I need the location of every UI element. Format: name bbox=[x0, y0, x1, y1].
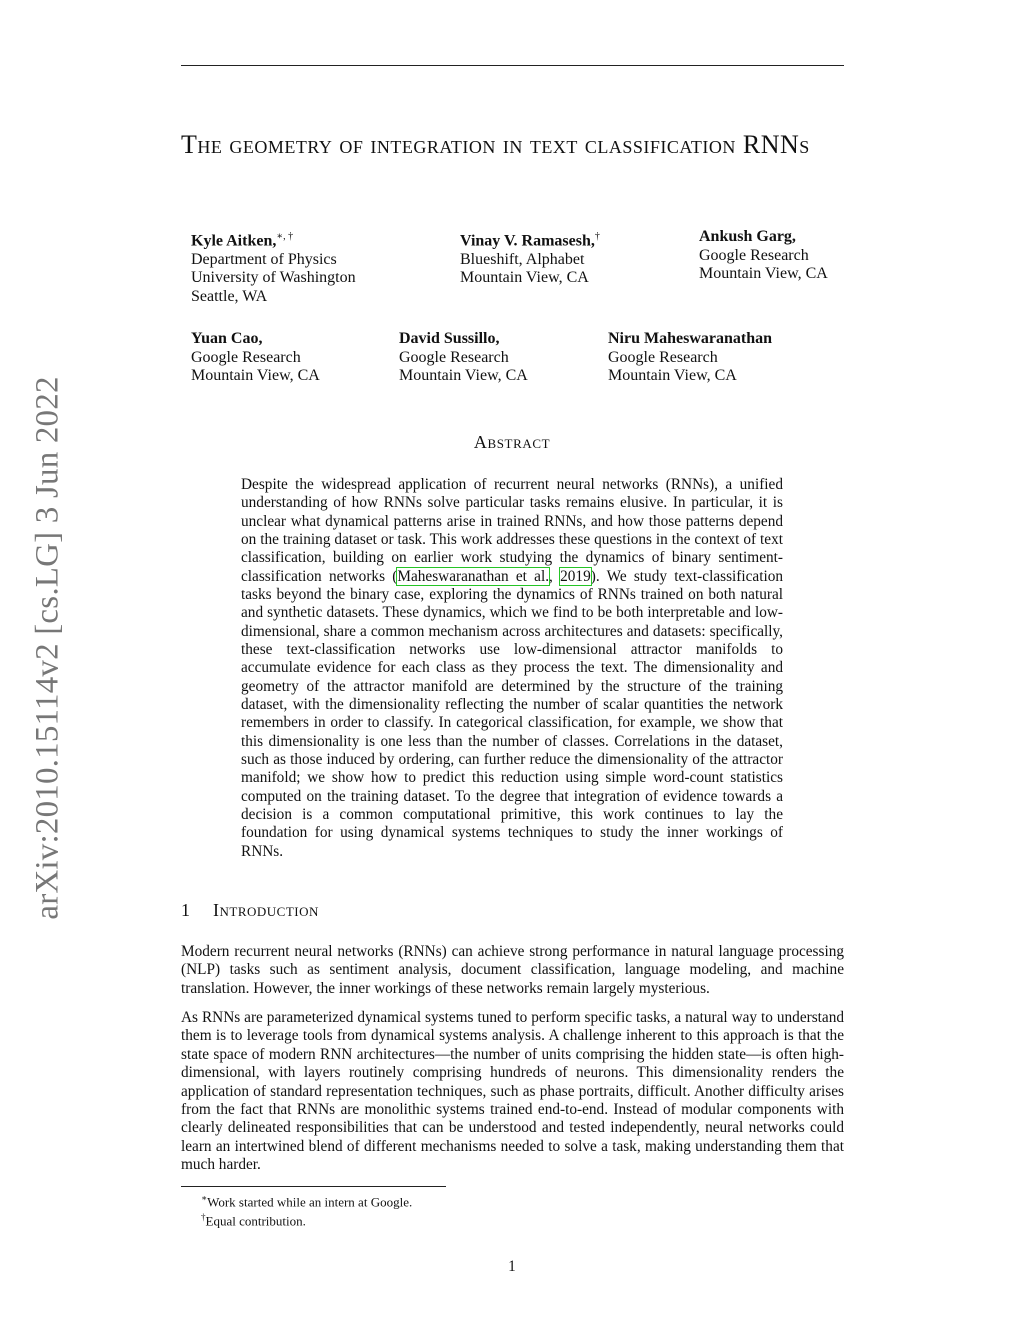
body-paragraph: Modern recurrent neural networks (RNNs) can achieve strong performance in natural language processing (NLP) tasks such as sentiment analysis, document classification, language modeling, and machine translation. However, the inner workings of these networks remain largely mysterious. bbox=[181, 943, 844, 997]
author-affiliation: Department of Physics bbox=[191, 250, 337, 268]
author-name: Vinay V. Ramasesh, bbox=[460, 232, 595, 250]
author-block bbox=[460, 228, 600, 288]
footnote-mark: † bbox=[201, 1212, 206, 1222]
paper-title: The geometry of integration in text classification RNNs bbox=[181, 130, 810, 159]
footnote-text: Equal contribution. bbox=[205, 1213, 306, 1229]
section-title: Introduction bbox=[213, 900, 319, 920]
author-mark: † bbox=[594, 231, 600, 242]
abstract-text: Despite the widespread application of recurrent neural networks (RNNs), a unified understanding of how RNNs solve particular tasks remains elusive. In particular, it is unclear what dynamical patterns arise in trained RNNs, and how those patterns depend on the training dataset or task. This work addresses these questions in the context of text classification, building on earlier work studying the dynamics of binary sentiment-classification networks (Maheswaranathan et al., 2019). We study text-classification tasks beyond the binary case, exploring the dynamics of RNNs trained on both natural and synthetic datasets. These dynamics, which we find to be both interpretable and low-dimensional, share a common mechanism across architectures and datasets: specifically, these text-classification networks use low-dimensional attractor manifolds to accumulate evidence for each class as they process the text. The dimensionality and geometry of the attractor manifold are determined by the structure of the training dataset, with the dimensionality reflecting the number of scalar quantities the network remembers in order to classify. In categorical classification, for example, we show that this dimensionality is one less than the number of classes. Correlations in the dataset, such as those induced by ordering, can further reduce the dimensionality of the attractor manifold; we show how to predict this reduction using simple word-count statistics computed on the training dataset. To the degree that integration of evidence towards a decision is a common computational primitive, this work continues to lay the foundation for using dynamical systems techniques to study the inner workings of RNNs. bbox=[241, 476, 783, 860]
abstract-body: ). We study text-classification tasks beyond the binary case, exploring the dynamics of RNNs trained on both natural and synthetic datasets. These dynamics, which we find to be both interpretable and low-dimensional, share a common mechanism across architectures and datasets: specifically, these text-classification networks use low-dimensional attractor manifolds to accumulate evidence for each class as they process the text. The dimensionality and geometry of the attractor manifold are determined by the structure of the training dataset, with the dimensionality reflecting the number of scalar quantities the network remembers in order to classify. In categorical classification, for example, we show that this dimensionality is one less than the number of classes. Correlations in the dataset, such as those induced by ordering, can further reduce the dimensionality of the attractor manifold; we show how to predict this reduction using simple word-count statistics computed on the training dataset. To the degree that integration of evidence towards a decision is a common computational primitive, this work continues to lay the foundation for using dynamical systems techniques to study the inner workings of RNNs. bbox=[241, 567, 783, 860]
author-name: David Sussillo, bbox=[399, 330, 500, 347]
author-name: Yuan Cao, bbox=[191, 330, 263, 347]
author-affiliation: Mountain View, CA bbox=[460, 269, 589, 287]
abstract-body: Despite the widespread application of recurrent neural networks (RNNs), a unified understanding of how RNNs solve particular tasks remains elusive. In particular, it is unclear what dynamical patterns arise in trained RNNs, and how those patterns depend on the training dataset or task. This work addresses these questions in the context of text classification, building on earlier work studying the dynamics of binary sentiment-classification networks ( bbox=[241, 476, 783, 585]
footnote-mark: ∗ bbox=[201, 1193, 208, 1203]
section-number: 1 bbox=[181, 900, 191, 920]
author-name: Kyle Aitken, bbox=[191, 232, 277, 250]
footnote-rule bbox=[181, 1186, 446, 1187]
citation-link-authors[interactable]: Maheswaranathan et al. bbox=[397, 567, 550, 585]
author-affiliation: Mountain View, CA bbox=[399, 367, 528, 384]
author-affiliation: Mountain View, CA bbox=[191, 367, 320, 384]
author-block bbox=[608, 330, 772, 386]
author-block bbox=[191, 330, 320, 386]
footnote bbox=[201, 1209, 306, 1229]
footnote-text: Work started while an intern at Google. bbox=[207, 1194, 413, 1210]
author-block bbox=[699, 228, 828, 284]
author-name: Ankush Garg, bbox=[699, 228, 796, 245]
author-affiliation: Google Research bbox=[699, 246, 809, 264]
author-affiliation: Google Research bbox=[191, 348, 301, 366]
page-number: 1 bbox=[508, 1258, 516, 1275]
citation-link-year[interactable]: 2019 bbox=[560, 567, 591, 585]
body-paragraph: As RNNs are parameterized dynamical systems tuned to perform specific tasks, a natural way to understand them is to leverage tools from dynamical systems analysis. A challenge inherent to this approach is that the state space of modern RNN architectures—the number of units comprising the hidden state—is often high-dimensional, with layers routinely comprising hundreds of neurons. This dimensionality renders the application of standard representation techniques, such as phase portraits, difficult. Another difficulty arises from the fact that RNNs are monolithic systems trained end-to-end. Instead of modular components with clearly delineated responsibilities that can be understood and tested independently, neural networks could learn an intertwined blend of different mechanisms needed to solve a task, making understanding them that much harder. bbox=[181, 1009, 844, 1174]
header-rule bbox=[181, 65, 844, 66]
author-affiliation: Google Research bbox=[608, 348, 718, 366]
author-affiliation: University of Washington bbox=[191, 269, 356, 287]
section-heading bbox=[181, 900, 319, 921]
author-affiliation: Mountain View, CA bbox=[608, 367, 737, 384]
author-block bbox=[399, 330, 528, 386]
author-affiliation: Blueshift, Alphabet bbox=[460, 250, 585, 268]
arxiv-identifier: arXiv:2010.15114v2 [cs.LG] 3 Jun 2022 bbox=[29, 376, 66, 920]
footnote bbox=[201, 1190, 412, 1210]
author-mark: ∗, † bbox=[276, 231, 294, 242]
author-name: Niru Maheswaranathan bbox=[608, 330, 773, 347]
author-block bbox=[191, 228, 356, 306]
author-affiliation: Mountain View, CA bbox=[699, 265, 828, 282]
author-affiliation: Seattle, WA bbox=[191, 287, 268, 305]
author-affiliation: Google Research bbox=[399, 348, 509, 366]
abstract-heading: Abstract bbox=[473, 432, 551, 452]
